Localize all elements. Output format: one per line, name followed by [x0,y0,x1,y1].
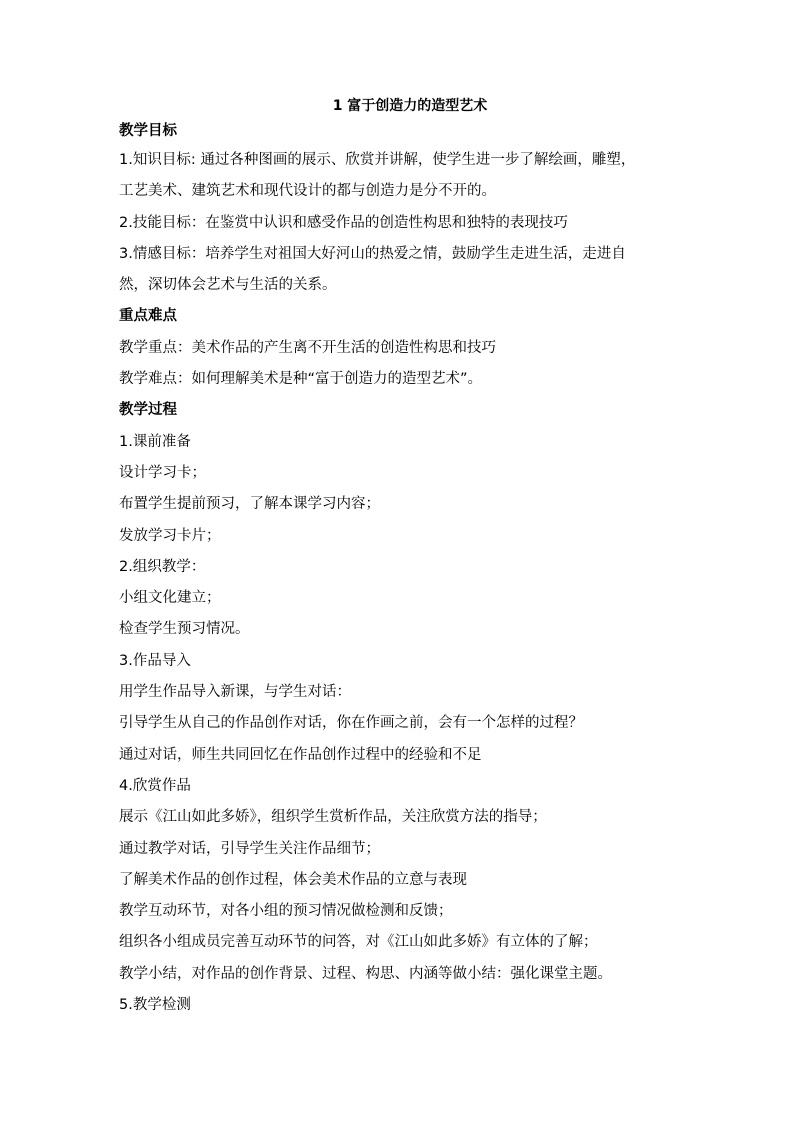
paragraph-line: 4.欣赏作品 [119,777,191,794]
paragraph-line: 5.教学检测 [119,997,191,1014]
paragraph-line: 教学小结，对作品的创作背景、过程、构思、内涵等做小结：强化课堂主题。 [119,965,612,982]
paragraph-line: 了解美术作品的创作过程，体会美术作品的立意与表现 [119,871,467,888]
document-lines [119,117,689,1021]
paragraph-line: 2.组织教学： [119,558,206,575]
paragraph-line: 检查学生预习情况。 [119,621,250,638]
paragraph-line: 工艺美术、建筑艺术和现代设计的都与创造力是分不开的。 [119,183,496,200]
paragraph-line: 发放学习卡片； [119,527,221,544]
paragraph-line: 2.技能目标：在鉴赏中认识和感受作品的创造性构思和独特的表现技巧 [119,214,568,231]
paragraph-line: 通过对话，师生共同回忆在作品创作过程中的经验和不足 [119,746,482,763]
paragraph-line: 展示《江山如此多娇》，组织学生赏析作品，关注欣赏方法的指导； [119,809,547,826]
section-heading: 重点难点 [119,308,177,325]
section-heading: 教学过程 [119,402,177,419]
paragraph-line: 3.作品导入 [119,652,191,669]
paragraph-line: 然，深切体会艺术与生活的关系。 [119,277,337,294]
paragraph-line: 小组文化建立； [119,590,221,607]
paragraph-line: 用学生作品导入新课，与学生对话： [119,684,351,701]
paragraph-line: 1.知识目标: 通过各种图画的展示、欣赏并讲解，使学生进一步了解绘画，雕塑， [119,152,636,168]
paragraph-line: 1.课前准备 [119,433,191,450]
paragraph-line: 组织各小组成员完善互动环节的问答，对《江山如此多娇》有立体的了解； [119,934,598,951]
paragraph-line: 引导学生从自己的作品创作对话，你在作画之前，会有一个怎样的过程？ [119,715,583,732]
paragraph-line: 通过教学对话，引导学生关注作品细节； [119,840,380,857]
section-heading: 教学目标 [119,123,177,139]
paragraph-line: 教学互动环节，对各小组的预习情况做检测和反馈； [119,903,453,920]
paragraph-line: 设计学习卡； [119,464,206,481]
document-body [119,95,689,1021]
paragraph-line: 教学难点：如何理解美术是种“富于创造力的造型艺术”。 [119,371,483,388]
paragraph-line: 3.情感目标：培养学生对祖国大好河山的热爱之情，鼓励学生走进生活，走进自 [119,245,626,262]
paragraph-line: 教学重点：美术作品的产生离不开生活的创造性构思和技巧 [119,339,496,356]
document-title: 1 富于创造力的造型艺术 [332,98,488,114]
paragraph-line: 布置学生提前预习，了解本课学习内容； [119,496,380,513]
